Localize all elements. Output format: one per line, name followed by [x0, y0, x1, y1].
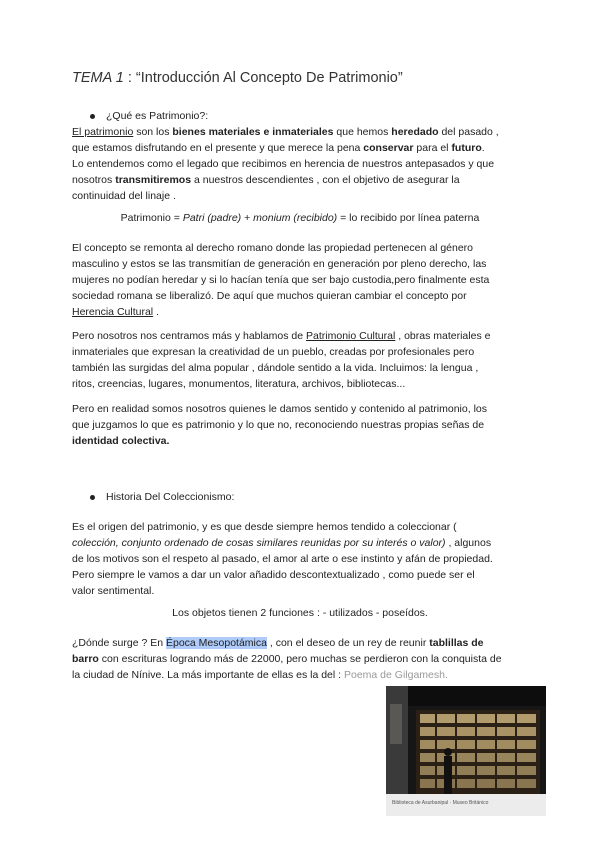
paragraph-patrimonio-cultural: Pero nosotros nos centramos más y hablamos de Patrimonio Cultural , obras materiales e inmateriales que expresan la creatividad de un pueblo, creadas por profesionales pero también las surgidas del alma popular , dándole sentido a la vida. Incluimos: la lengua , ritos, creencias, lugares, monumentos, literatura, archivos, bibliotecas... — [72, 330, 491, 390]
paragraph-mesopotamia: ¿Dónde surge ? En Época Mesopotámica , con el deseo de un rey de reunir tablillas de barro con escrituras logrando más de 22000, pero muchas se perdieron con la conquista de la ciudad de Nínive. La más importante de ellas es la del : Poema de Gilgamesh. — [72, 637, 502, 681]
paragraph-origen: Es el origen del patrimonio, y es que desde siempre hemos tendido a coleccionar ( colección, conjunto ordenado de cosas similares reunidas por su interés o valor) , algunos de los motivos son el respeto al pasado, el amor al arte o ese instinto y afán de propiedad. Pero siempre le vamos a dar un valor añadido descontextualizado , como puede ser el valor sentimental. — [72, 521, 493, 597]
library-shelves-image — [386, 686, 546, 810]
bullet-historia-coleccionismo: Historia Del Coleccionismo: — [90, 491, 234, 503]
formula-patrimonio: Patrimonio = Patri (padre) + monium (recibido) = lo recibido por línea paterna — [120, 212, 480, 224]
paragraph-definicion: El patrimonio son los bienes materiales e inmateriales que hemos heredado del pasado , que estamos disfrutando en el presente y que merece la pena conservar para el futuro. Lo entendemos como el legado que recibimos en herencia de nuestros antepasados y que nosotros transmitiremos a nuestros descendientes , con el objetivo de asegurar la continuidad del linaje . — [72, 126, 499, 202]
page-title — [72, 70, 403, 86]
image-caption: Biblioteca de Asurbanipal · Museo Británico — [392, 800, 489, 806]
funciones-objetos: Los objetos tienen 2 funciones : - utilizados - poseídos. — [172, 607, 428, 619]
bullet-dot-icon — [90, 114, 95, 119]
highlighted-text: Época Mesopotámica — [165, 637, 267, 649]
bullet-que-es-patrimonio: ¿Qué es Patrimonio?: — [90, 110, 208, 122]
bullet-dot-icon — [90, 495, 95, 500]
paragraph-identidad: Pero en realidad somos nosotros quienes le damos sentido y contenido al patrimonio, los que juzgamos lo que es patrimonio y lo que no, reconociendo nuestras propias señas de identidad colectiva. — [72, 403, 487, 447]
paragraph-derecho-romano: El concepto se remonta al derecho romano donde las propiedad pertenecen al género masculino y estos se las transmitían de generación en generación por pleno derecho, las mujeres no podían heredar y si lo hacían tenía que ser bajo custodia,pero finalmente esta sociedad romana se liberalizó. De aquí que muchos quieran cambiar el concepto por Herencia Cultural . — [72, 242, 490, 318]
biblioteca-photo — [386, 686, 546, 810]
title-text: : “Introducción Al Concepto De Patrimonio” — [123, 70, 403, 86]
poema-gilgamesh-link: Poema de Gilgamesh. — [344, 669, 448, 681]
title-prefix: TEMA 1 — [72, 70, 124, 86]
